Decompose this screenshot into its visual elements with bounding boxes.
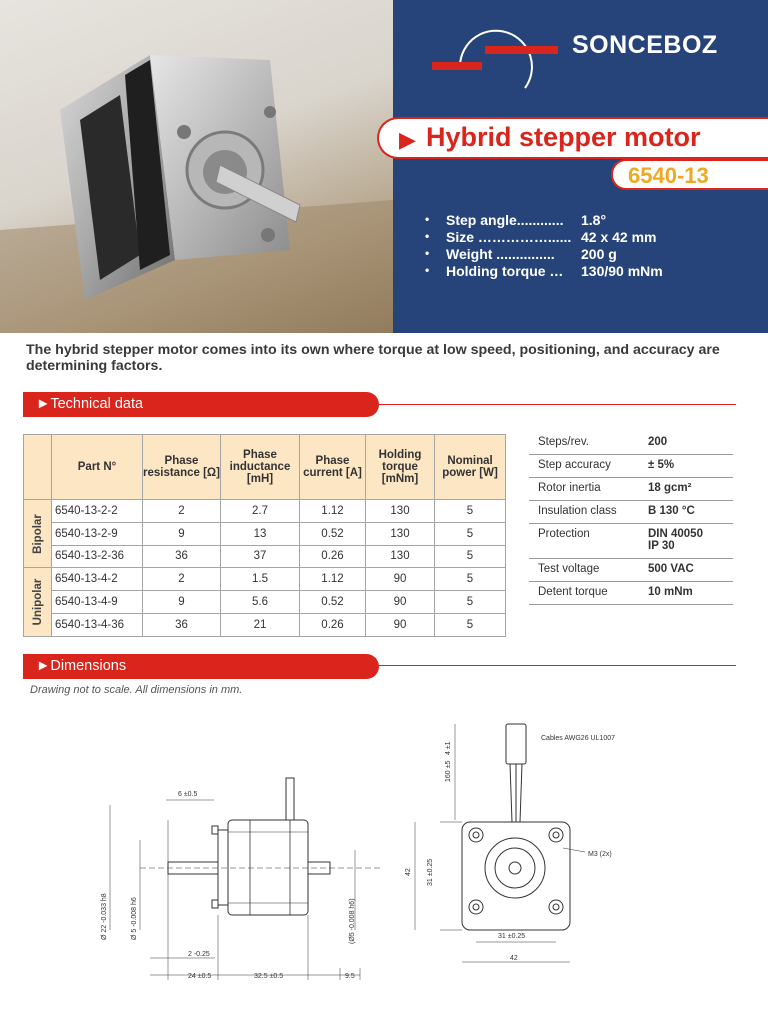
motor-photo xyxy=(0,0,393,333)
group-label: Unipolar xyxy=(24,568,52,636)
dim-label: Ø 22 -0.033 h8 xyxy=(101,893,108,940)
front-view xyxy=(415,724,585,962)
table-body xyxy=(24,500,506,637)
characteristic-value: 200 xyxy=(648,436,668,448)
column-header: Holding torque [mNm] xyxy=(366,435,435,500)
characteristic-name: Rotor inertia xyxy=(538,482,601,494)
characteristic-row xyxy=(529,478,733,501)
section-divider xyxy=(379,665,736,666)
table-cell: 1.12 xyxy=(300,568,366,591)
table-cell: 1.12 xyxy=(300,500,366,523)
table-cell: 0.26 xyxy=(300,545,366,568)
technical-data-table xyxy=(23,434,506,637)
table-cell: 37 xyxy=(221,545,300,568)
table-cell: 2 xyxy=(143,568,221,591)
column-header: Phase resistance [Ω] xyxy=(143,435,221,500)
play-arrow-icon: ▶ xyxy=(399,127,416,152)
table-cell: 5.6 xyxy=(221,591,300,614)
table-cell: 130 xyxy=(366,522,435,545)
table-cell: 90 xyxy=(366,613,435,636)
dim-label: 160 ±5 xyxy=(445,760,452,782)
sonceboz-logo-icon xyxy=(430,20,560,100)
dim-label: 6 ±0.5 xyxy=(178,791,198,798)
section-technical-data: ►Technical data xyxy=(23,392,379,417)
table-cell: 36 xyxy=(143,545,221,568)
characteristic-row xyxy=(529,432,733,455)
intro-text: The hybrid stepper motor comes into its own where torque at low speed, positioning, and accuracy are determining factors. xyxy=(26,342,720,374)
table-cell: 2 xyxy=(143,500,221,523)
characteristic-row xyxy=(529,501,733,524)
dimension-drawing xyxy=(0,700,768,1024)
dim-label: 42 xyxy=(405,868,412,876)
characteristic-value: 18 gcm² xyxy=(648,482,692,494)
table-cell: 2.7 xyxy=(221,500,300,523)
characteristic-row xyxy=(529,559,733,582)
characteristic-name: Insulation class xyxy=(538,505,617,517)
characteristics-table xyxy=(529,432,733,605)
column-header: Phase inductance [mH] xyxy=(221,435,300,500)
spec-row: • Step angle............ 1.8° xyxy=(425,212,607,228)
part-number-cell: 6540-13-2-36 xyxy=(52,545,143,568)
characteristic-row xyxy=(529,455,733,478)
table-cell: 130 xyxy=(366,500,435,523)
table-cell: 90 xyxy=(366,568,435,591)
table-cell: 0.52 xyxy=(300,591,366,614)
product-title-text: Hybrid stepper motor xyxy=(426,122,701,152)
table-cell: 0.52 xyxy=(300,522,366,545)
cables-label: Cables AWG26 UL1007 xyxy=(541,735,616,742)
table-row xyxy=(24,500,506,523)
part-number-cell: 6540-13-4-9 xyxy=(52,591,143,614)
column-header: Nominal power [W] xyxy=(435,435,506,500)
product-title xyxy=(377,117,768,159)
side-view xyxy=(110,778,380,980)
characteristic-value: 500 VAC xyxy=(648,563,694,575)
characteristic-name: Protection xyxy=(538,528,590,540)
characteristic-value: ± 5% xyxy=(648,459,675,471)
table-header-row xyxy=(24,435,506,500)
dim-label: (Ø5 -0.008 h6) xyxy=(349,898,356,944)
section-divider xyxy=(379,404,736,405)
brand-name: SONCEBOZ xyxy=(572,31,718,59)
part-number-cell: 6540-13-4-36 xyxy=(52,613,143,636)
table-cell: 90 xyxy=(366,591,435,614)
dim-label: 31 ±0.25 xyxy=(427,858,434,886)
table-row xyxy=(24,568,506,591)
part-number-cell: 6540-13-4-2 xyxy=(52,568,143,591)
part-number-cell: 6540-13-2-2 xyxy=(52,500,143,523)
dim-label: 32.5 ±0.5 xyxy=(254,973,284,980)
table-cell: 13 xyxy=(221,522,300,545)
table-row xyxy=(24,545,506,568)
characteristic-value: 10 mNm xyxy=(648,586,693,598)
characteristic-name: Test voltage xyxy=(538,563,600,575)
dim-label: M3 (2x) xyxy=(588,851,612,858)
characteristic-row xyxy=(529,582,733,605)
characteristic-name: Steps/rev. xyxy=(538,436,589,448)
section-dimensions: ►Dimensions xyxy=(23,654,379,679)
spec-row: • Size ……………...... 42 x 42 mm xyxy=(425,229,657,245)
part-number-cell: 6540-13-2-9 xyxy=(52,522,143,545)
dim-label: 24 ±0.5 xyxy=(188,973,212,980)
table-cell: 21 xyxy=(221,613,300,636)
spec-row: • Weight ............... 200 g xyxy=(425,246,617,262)
dim-label: 9.5 xyxy=(345,973,355,980)
dim-label: Ø 5 -0.008 h6 xyxy=(131,897,138,940)
dim-label: 4 ±1 xyxy=(445,741,452,755)
column-header: Part N° xyxy=(52,435,143,500)
table-cell: 1.5 xyxy=(221,568,300,591)
table-row xyxy=(24,522,506,545)
drawing-note: Drawing not to scale. All dimensions in mm. xyxy=(30,684,243,696)
table-cell: 9 xyxy=(143,522,221,545)
characteristic-value: B 130 °C xyxy=(648,505,695,517)
model-number-text: 6540-13 xyxy=(628,163,709,188)
table-cell: 5 xyxy=(435,500,506,523)
characteristic-name: Detent torque xyxy=(538,586,608,598)
table-cell: 5 xyxy=(435,568,506,591)
table-cell: 9 xyxy=(143,591,221,614)
table-cell: 5 xyxy=(435,613,506,636)
characteristic-value: DIN 40050 IP 30 xyxy=(648,528,703,552)
table-cell: 130 xyxy=(366,545,435,568)
table-cell: 5 xyxy=(435,545,506,568)
table-cell: 0.26 xyxy=(300,613,366,636)
key-specs xyxy=(425,212,745,280)
characteristic-row xyxy=(529,524,733,559)
column-header: Phase current [A] xyxy=(300,435,366,500)
group-label: Bipolar xyxy=(24,500,52,568)
table-row xyxy=(24,613,506,636)
table-cell: 36 xyxy=(143,613,221,636)
table-cell: 5 xyxy=(435,522,506,545)
table-cell: 5 xyxy=(435,591,506,614)
model-number xyxy=(611,159,768,190)
table-row xyxy=(24,591,506,614)
dim-label: 42 xyxy=(510,955,518,962)
dim-label: 2 -0.25 xyxy=(188,951,210,958)
dim-label: 31 ±0.25 xyxy=(498,933,526,940)
spec-row: • Holding torque … 130/90 mNm xyxy=(425,263,663,279)
characteristic-name: Step accuracy xyxy=(538,459,611,471)
